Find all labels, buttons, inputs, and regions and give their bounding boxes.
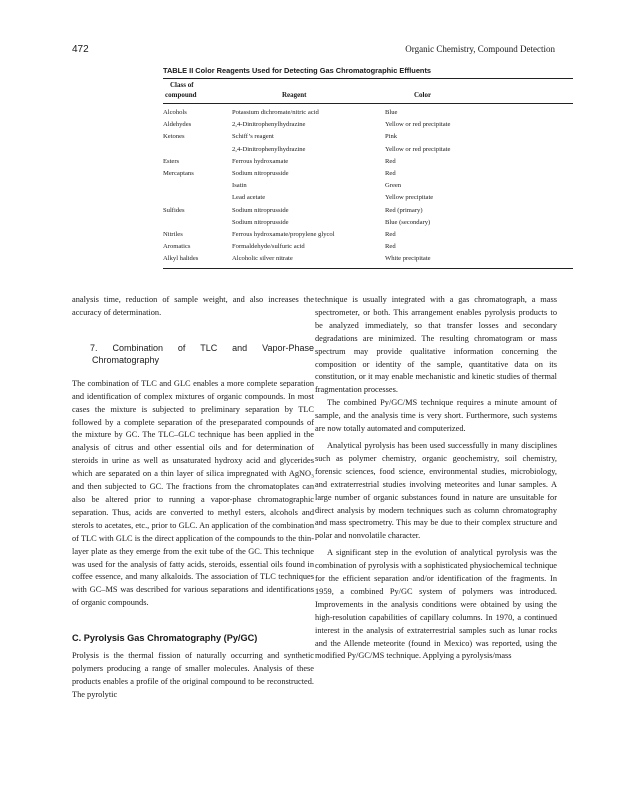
- table-cell-class: Sulfides: [163, 206, 185, 214]
- table-cell-reagent: Lead acetate: [232, 194, 266, 202]
- table-cell-color: Blue (secondary): [385, 218, 431, 226]
- table-cell-reagent: Ferrous hydroxamate: [232, 157, 289, 165]
- table-cell-class: Alcohols: [163, 109, 187, 116]
- paragraph: A significant step in the evolution of analytical pyrolysis was the combination of pyrolysis with a sophisticated physiochemical technique for the efficient separation and/or identification of the fragments. In 1959, a combined Py/GC system of polymers was introduced. Improvements in the analysis conditions were obtained by using the high-resolution capabilities of capillary columns. In 1970, a continued interest in the analysis of extraterrestrial samples such as lunar rocks and the Allende meteorite (found in Mexico) was reported, using the modified Py/GC/MS technique. Applying a pyrolysis/mass: [315, 548, 557, 661]
- table-row: [163, 168, 573, 180]
- table-row: [163, 180, 573, 192]
- table-cell-reagent: Sodium nitroprusside: [232, 218, 289, 226]
- table-cell-reagent: Schiff’s reagent: [232, 133, 274, 141]
- table-cell-color: Red: [385, 231, 396, 238]
- table-row: [163, 107, 573, 119]
- paragraph: technique is usually integrated with a gas chromatograph, a mass spectrometer, or both. This arrangement enables pyrolysis products to be analyzed immediately, so that transfer losses and secondary degradations are minimized. The resulting chromatogram or mass spectrum may provide qualitative information concerning the composition or identity of the sample, quantitative data on its constitution, or it may enable mechanistic and kinetic studies of thermal fragmentation processes.: [315, 295, 557, 395]
- table-header-color: Color: [414, 91, 432, 99]
- paragraph: The combined Py/GC/MS technique requires a minute amount of sample, and the analysis time is very short. Furthermore, such systems are now totally automated and computerized.: [315, 398, 557, 434]
- table-cell-reagent: 2,4-Dinitrophenylhydrazine: [232, 121, 306, 129]
- table-row: [163, 241, 573, 253]
- table-cell-color: Yellow or red precipitate: [385, 145, 451, 153]
- table-header-reagent: Reagent: [282, 91, 307, 99]
- table-row: [163, 119, 573, 131]
- table-cell-reagent: Potassium dichromate/nitric acid: [232, 109, 319, 116]
- table-top-rule: [163, 78, 573, 79]
- table-cell-reagent: Formaldehyde/sulfuric acid: [232, 243, 305, 251]
- table-cell-color: Blue: [385, 109, 398, 116]
- right-column: [315, 294, 557, 663]
- table-cell-class: Aldehydes: [163, 121, 192, 129]
- running-title: Organic Chemistry, Compound Detection: [405, 44, 555, 54]
- table-cell-color: Yellow or red precipitate: [385, 121, 451, 129]
- table-cell-color: Pink: [385, 133, 398, 141]
- table-row: [163, 192, 573, 204]
- table-cell-class: Alkyl halides: [163, 255, 199, 263]
- table-cell-class: Ketones: [163, 133, 185, 141]
- table-row: [163, 131, 573, 143]
- page-number: 472: [72, 44, 89, 55]
- table-cell-reagent: Isatin: [232, 182, 247, 190]
- left-column: [72, 294, 314, 702]
- table-cell-reagent: Sodium nitroprusside: [232, 170, 289, 177]
- table-cell-color: Yellow precipitate: [385, 194, 434, 202]
- table-caption: TABLE II Color Reagents Used for Detecting Gas Chromatographic Effluents: [163, 66, 432, 75]
- table-row: [163, 229, 573, 241]
- paragraph: analysis time, reduction of sample weight, and also increases the accuracy of determination.: [72, 295, 314, 317]
- table-bottom-rule: [163, 268, 573, 269]
- table-cell-color: Green: [385, 182, 402, 190]
- table-row: [163, 205, 573, 217]
- table-cell-color: Red: [385, 170, 396, 177]
- section-heading-7: 7. Combination of TLC and Vapor-Phase Chromatography: [90, 342, 314, 365]
- table-header-class-line1: Class of: [170, 81, 194, 89]
- table-cell-class: Esters: [163, 157, 180, 165]
- table-cell-class: Nitriles: [163, 231, 183, 238]
- paragraph: The combination of TLC and GLC enables a more complete separation and identification of complex mixtures of organic compounds. In most cases the mixture is subjected to preliminary separation by TLC followed by a complete separation of the preseparated compounds of the mixture by GC. The TLC–GLC technique has been applied in the analysis of citrus and other essential oils and for determination of steroids in urine as well as unsaturated hydroxy acid and glycerides which are separated on a thin layer of silica impregnated with AgNO₃ and then subjected to GC. The fractions from the chromatoplates can also be altered prior to running a vapor-phase chromatographic separation. Thus, acids are converted to methyl esters, alcohols and sterols to acetates, etc., prior to GLC. An application of the combination of TLC with GLC is the direct application of the compounds to the thin-layer plate as they emerge from the exit tube of the GC. This technique was used for the analysis of fatty acids, steroids, essential oils found in coffee essence, and many alkaloids. The association of TLC techniques with GC–MS was described for various separations and identifications of organic compounds.: [72, 378, 314, 608]
- table-header-class-line2: compound: [165, 91, 197, 99]
- table-cell-color: Red: [385, 243, 396, 251]
- table-row: [163, 156, 573, 168]
- table-cell-class: Mercaptans: [163, 170, 194, 177]
- paragraph: Prolysis is the thermal fission of naturally occurring and synthetic polymers producing a range of smaller molecules. Analysis of these products enables a profile of the original compound to be reconstructed. The pyrolytic: [72, 651, 314, 699]
- table-header-rule: [163, 103, 573, 104]
- paragraph: Analytical pyrolysis has been used successfully in many disciplines such as polymer chemistry, organic geochemistry, soil chemistry, forensic sciences, food science, environmental studies, microbiology, and extraterrestrial studies involving meteorites and lunar samples. A large number of organic substances found in nature are unsuitable for direct analysis by modern techniques such as column chromatography and mass spectrometry. This may be due to their complex structure and polar and nonvolatile character.: [315, 440, 557, 541]
- table-cell-reagent: Alcoholic silver nitrate: [232, 255, 293, 263]
- table-cell-color: Red (primary): [385, 206, 423, 214]
- table-row: [163, 253, 573, 265]
- section-heading-c: C. Pyrolysis Gas Chromatography (Py/GC): [72, 633, 258, 644]
- table-cell-reagent: Ferrous hydroxamate/propylene glycol: [232, 231, 335, 238]
- table-cell-color: White precipitate: [385, 255, 431, 263]
- table-cell-class: Aromatics: [163, 243, 191, 251]
- table-cell-reagent: Sodium nitroprusside: [232, 206, 289, 214]
- table-cell-color: Red: [385, 157, 396, 165]
- table-cell-reagent: 2,4-Dinitrophenylhydrazine: [232, 145, 306, 153]
- table-row: [163, 144, 573, 156]
- table-row: [163, 217, 573, 229]
